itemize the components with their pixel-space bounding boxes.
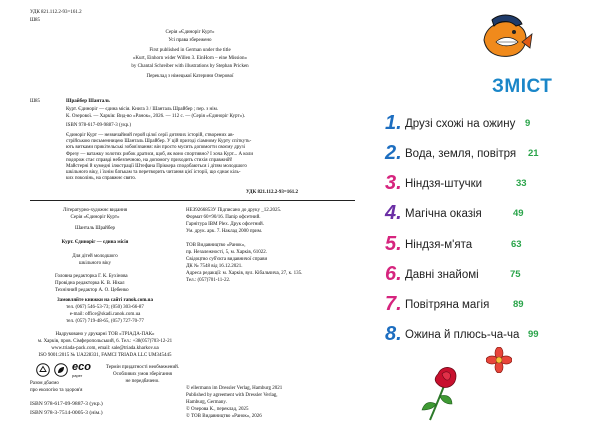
toc-item[interactable] xyxy=(385,263,535,285)
toc-title: ЗМІСТ xyxy=(492,76,553,97)
publisher-line-3: Свідоцтво суб'єкта видавничої справи xyxy=(186,257,268,262)
toc-item[interactable] xyxy=(385,172,535,194)
toc-item-number: 8. xyxy=(385,323,402,345)
publisher-line-6: Тел.: (057)701-11-22. xyxy=(186,278,231,283)
recycle-icon xyxy=(36,363,50,377)
toc-item[interactable] xyxy=(385,233,535,255)
divider xyxy=(30,200,355,201)
toc-item-number: 7. xyxy=(385,293,402,315)
toc-item-page: 9 xyxy=(525,118,531,129)
printed-line-2: м. Харків, пров. Сімферопольський, 6. Тел.: +38(057)703-12-21 xyxy=(37,339,173,344)
order-online: Замовляйте книжки на сайті ranok.com.ua xyxy=(57,298,153,303)
annotation-line: Єдиноріг Курт — незвичайний герой цілої серії дитячих історій, створених ав- xyxy=(66,133,235,138)
publisher-line-5: Адреса редакції: м. Харків, вул. Кібальчича, 27, к. 135. xyxy=(186,271,303,276)
udc-top: УДК 821.112.2-93=161.2 xyxy=(30,10,82,15)
shelf-life-3: не передбачено. xyxy=(125,379,160,384)
shelf-mark-top: Ш85 xyxy=(30,18,41,23)
toc-item-title: Ніндзя-штучки xyxy=(405,178,483,190)
toc-item-page: 99 xyxy=(528,329,539,340)
copyright-line-1: © ellermann im Dressler Verlag, Hamburg 2021 xyxy=(186,386,283,391)
toc-item-number: 3. xyxy=(385,172,402,194)
phone-line-1: тел. (067) 546-53-73; (050) 303-66-87 xyxy=(66,305,144,310)
toc-item-title: Ніндзя-м'ята xyxy=(405,239,473,251)
publisher-line-4: ДК № 7548 від 16.12.2021. xyxy=(186,264,243,269)
toc-item-number: 1. xyxy=(385,112,402,134)
phone-line-2: тел. (057) 719-48-65, (057) 727-70-77 xyxy=(66,319,144,324)
annotation-line: подорож стає справді небезпечною, на допомогу приходить стихія справжній! xyxy=(66,157,233,163)
red-flower-icon xyxy=(486,347,512,373)
editor-line-2: Провідна редакторка К. В. Нікал xyxy=(55,281,125,286)
toc-item[interactable] xyxy=(385,142,539,164)
toc-item[interactable] xyxy=(385,202,535,224)
publisher-line-1: ТОВ Видавництво «Ранок», xyxy=(186,243,246,248)
shelf-mark-mid: Ш85 xyxy=(30,99,41,104)
series-line: Серія «Єдиноріг Курт» xyxy=(165,30,215,35)
genre-line-1: Літературно-художнє видання xyxy=(62,208,128,213)
toc-item-title: Друзі схожі на ожину xyxy=(405,118,516,130)
toc-item-page: 89 xyxy=(513,299,524,310)
editor-line-3: Технічний редактор А. О. Цебенко xyxy=(55,288,129,293)
rights-line: Усі права збережено xyxy=(168,38,212,43)
udc-bottom: УДК 821.112.2-93=161.2 xyxy=(246,190,298,195)
signature-line-3: Гарнітура IBM Plex. Друк офсетний. xyxy=(186,222,264,227)
printed-line-3: www.triada-pack.com, email: sale@triada.kharkov.ua xyxy=(51,346,159,351)
original-title-line: «Kurt, Einhorn wider Willen 3. EinHorn – eine Mission» xyxy=(132,56,248,61)
toc-item-number: 5. xyxy=(385,233,402,255)
translation-line: Переклад з німецької Катерини Озерової xyxy=(146,74,234,79)
eco-label: eco xyxy=(72,361,91,373)
annotation-line: шкільного віку, і їхнім батькам та перетворить читання цієї історії, що єднає кіль- xyxy=(66,170,241,176)
isbn-ukr: ISBN 978-617-09-9887-3 (укр.) xyxy=(30,401,103,407)
eco-text-1: Разом дбаємо xyxy=(30,381,59,386)
toc-item[interactable] xyxy=(385,293,535,315)
genre-line-2: Серія «Єдиноріг Курт» xyxy=(70,215,120,220)
publisher-line-2: пр. Незалежності, 5, м. Харків, 61022. xyxy=(186,250,267,255)
toc-item[interactable] xyxy=(385,323,539,345)
author-name: Шанталь Шрайбер xyxy=(74,226,116,231)
annotation-paragraph xyxy=(66,133,346,183)
toc-item-number: 6. xyxy=(385,263,402,285)
copyright-line-4: © Озерова К., переклад, 2025 xyxy=(186,407,249,412)
first-published-line: First published in German under the title xyxy=(149,48,231,53)
toc-item-title: Вода, земля, повітря xyxy=(405,148,517,160)
annotation-line: стрійською письменницею Шанталь Шрайбер. У цій пригоді сіамному Курту спіткуть- xyxy=(66,139,252,145)
printed-line-1: Надруковано у друкарні ТОВ «ТРІАДА-ПАК» xyxy=(55,332,155,337)
goldfish-helmet-illustration xyxy=(478,12,534,62)
toc-item-title: Повітряна магія xyxy=(405,299,490,311)
copyright-line-3: Hamburg, Germany. xyxy=(186,400,227,405)
annotation-line: ють витками прикітельські зобов'язання: він просто мусить допомогти своєму друзі xyxy=(66,145,245,151)
leaf-icon xyxy=(54,363,68,377)
email-line: e-mail: office@skadi.ranok.com.ua xyxy=(69,312,141,317)
toc-item[interactable] xyxy=(385,112,535,134)
toc-item-page: 21 xyxy=(528,148,539,159)
book-title: Курт. Єдиноріг — єдина місія xyxy=(61,240,129,245)
authors-en-line: by Chantal Schreiber with illustrations by Stephan Pricken xyxy=(131,64,249,69)
toc-item-number: 2. xyxy=(385,142,402,164)
toc-item-page: 63 xyxy=(511,239,522,250)
toc-item-title: Давні знайомі xyxy=(405,269,479,281)
toc-item-page: 33 xyxy=(516,178,527,189)
signature-line-4: Ум. друк. арк. 7. Наклад 2000 прим. xyxy=(186,229,263,234)
age-line-2: шкільного віку xyxy=(79,261,111,266)
toc-item-page: 49 xyxy=(513,208,524,219)
biblio-line-2: К. Озерової. — Харків: Вид-во «Ранок», 2026. — 112 с. — (Серія «Єдиноріг Курт»). xyxy=(66,114,246,119)
author-heading: Шрайбер Шанталь xyxy=(66,99,110,104)
toc-item-page: 75 xyxy=(510,269,521,280)
copyright-line-5: © ТОВ Видавництво «Ранок», 2026 xyxy=(186,414,262,419)
eco-paper-logo xyxy=(72,362,96,378)
annotation-line: Фрезу — ватажку золотих рибок дратися, щоб, як воно спортивно? І хоча Курт... А коли xyxy=(66,151,254,157)
shelf-life-1: Термін придатності необмежений. xyxy=(105,365,180,370)
shelf-life-2: Особливих умов зберігання xyxy=(113,372,172,377)
printed-line-4: ISO 9001:2015 № UA228331, FAMCI TRIADA LLC UM345445 xyxy=(38,353,172,358)
rose-icon xyxy=(410,360,472,422)
annotation-line: Майстерні й кумедні ілюстрації Штефана Пріккера сподобаються і дітям молодшого xyxy=(66,164,247,170)
toc-item-number: 4. xyxy=(385,202,402,224)
eco-text-2: про екологію та здоров'я xyxy=(30,388,83,393)
annotation-line: ких поколінь, на справжнє свято. xyxy=(66,176,137,182)
toc-item-title: Магічна оказія xyxy=(405,208,482,220)
isbn-line: ISBN 978-617-09-9887-3 (укр.) xyxy=(66,123,132,128)
editor-line-1: Головна редакторка Г. К. Бухінова xyxy=(55,274,128,279)
isbn-ger: ISBN 978-3-7514-0005-3 (нім.) xyxy=(30,410,103,416)
eco-sub-label: paper xyxy=(72,373,83,378)
signature-line-1: НЕЗ9266853У Підписано до друку _12.2025. xyxy=(186,208,282,213)
copyright-line-2: Published by agreement with Dressler Verlag, xyxy=(186,393,278,398)
signature-line-2: Формат 60×90/16. Папір офсетний. xyxy=(186,215,261,220)
biblio-line-1: Курт. Єдиноріг — єдина місія. Книга 3 / Шанталь Шрайбер ; пер. з нім. xyxy=(66,107,219,112)
age-line-1: Для дітей молодшого xyxy=(72,254,118,259)
toc-item-title: Ожина й плюсь-ча-ча xyxy=(405,329,520,341)
